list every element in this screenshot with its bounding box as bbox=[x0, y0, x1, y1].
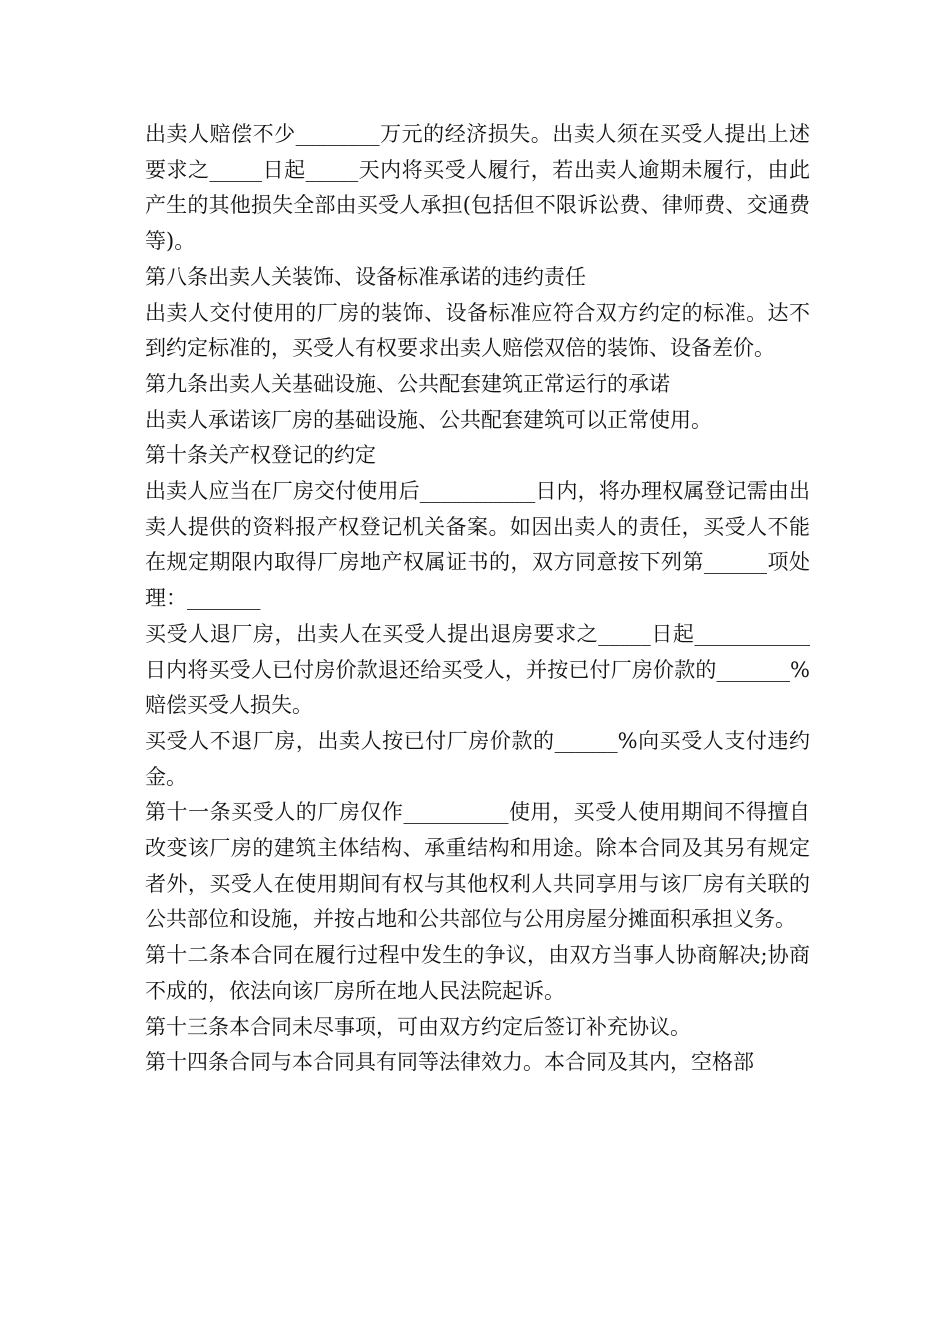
paragraph-return-option: 买受人退厂房，出卖人在买受人提出退房要求之_____日起___________日内将买受人已付房价款退还给买受人，并按已付厂房价款的_______%赔偿买受人损失。 bbox=[145, 621, 810, 718]
paragraph-property-registration: 出卖人应当在厂房交付使用后___________日内，将办理权属登记需由出卖人提供的资料报产权登记机关备案。如因出卖人的责任，买受人不能在规定期限内取得厂房地产权属证书的，双方同意按下列第______项处理：_______ bbox=[145, 479, 810, 611]
article-11-paragraph: 第十一条买受人的厂房仅作__________使用，买受人使用期间不得擅自改变该厂房的建筑主体结构、承重结构和用途。除本合同及其另有规定者外，买受人在使用期间有权与其他权利人共同享用与该厂房有关联的公共部位和设施，并按占地和公共部位与公用房屋分摊面积承担义务。 bbox=[145, 800, 810, 932]
paragraph-decoration-standard: 出卖人交付使用的厂房的装饰、设备标准应符合双方约定的标准。达不到约定标准的，买受人有权要求出卖人赔偿双倍的装饰、设备差价。 bbox=[145, 300, 810, 361]
article-9-heading: 第九条出卖人关基础设施、公共配套建筑正常运行的承诺 bbox=[145, 371, 670, 396]
article-12-paragraph: 第十二条本合同在履行过程中发生的争议，由双方当事人协商解决;协商不成的，依法向该厂房所在地人民法院起诉。 bbox=[145, 943, 810, 1003]
article-14-paragraph: 第十四条合同与本合同具有同等法律效力。本合同及其内，空格部 bbox=[145, 1050, 754, 1075]
paragraph-compensation-terms: 出卖人赔偿不少________万元的经济损失。出卖人须在买受人提出上述要求之_____日起_____天内将买受人履行，若出卖人逾期未履行，由此产生的其他损失全部由买受人承担(包括但不限诉讼费、律师费、交通费等)。 bbox=[145, 122, 810, 254]
document-body bbox=[145, 117, 810, 1081]
article-10-heading: 第十条关产权登记的约定 bbox=[145, 443, 376, 468]
article-8-heading: 第八条出卖人关装饰、设备标准承诺的违约责任 bbox=[145, 264, 586, 289]
paragraph-keep-option: 买受人不退厂房，出卖人按已付厂房价款的______%向买受人支付违约金。 bbox=[145, 728, 810, 789]
article-13-paragraph: 第十三条本合同未尽事项，可由双方约定后签订补充协议。 bbox=[145, 1014, 691, 1039]
paragraph-infrastructure-promise: 出卖人承诺该厂房的基础设施、公共配套建筑可以正常使用。 bbox=[145, 407, 712, 432]
